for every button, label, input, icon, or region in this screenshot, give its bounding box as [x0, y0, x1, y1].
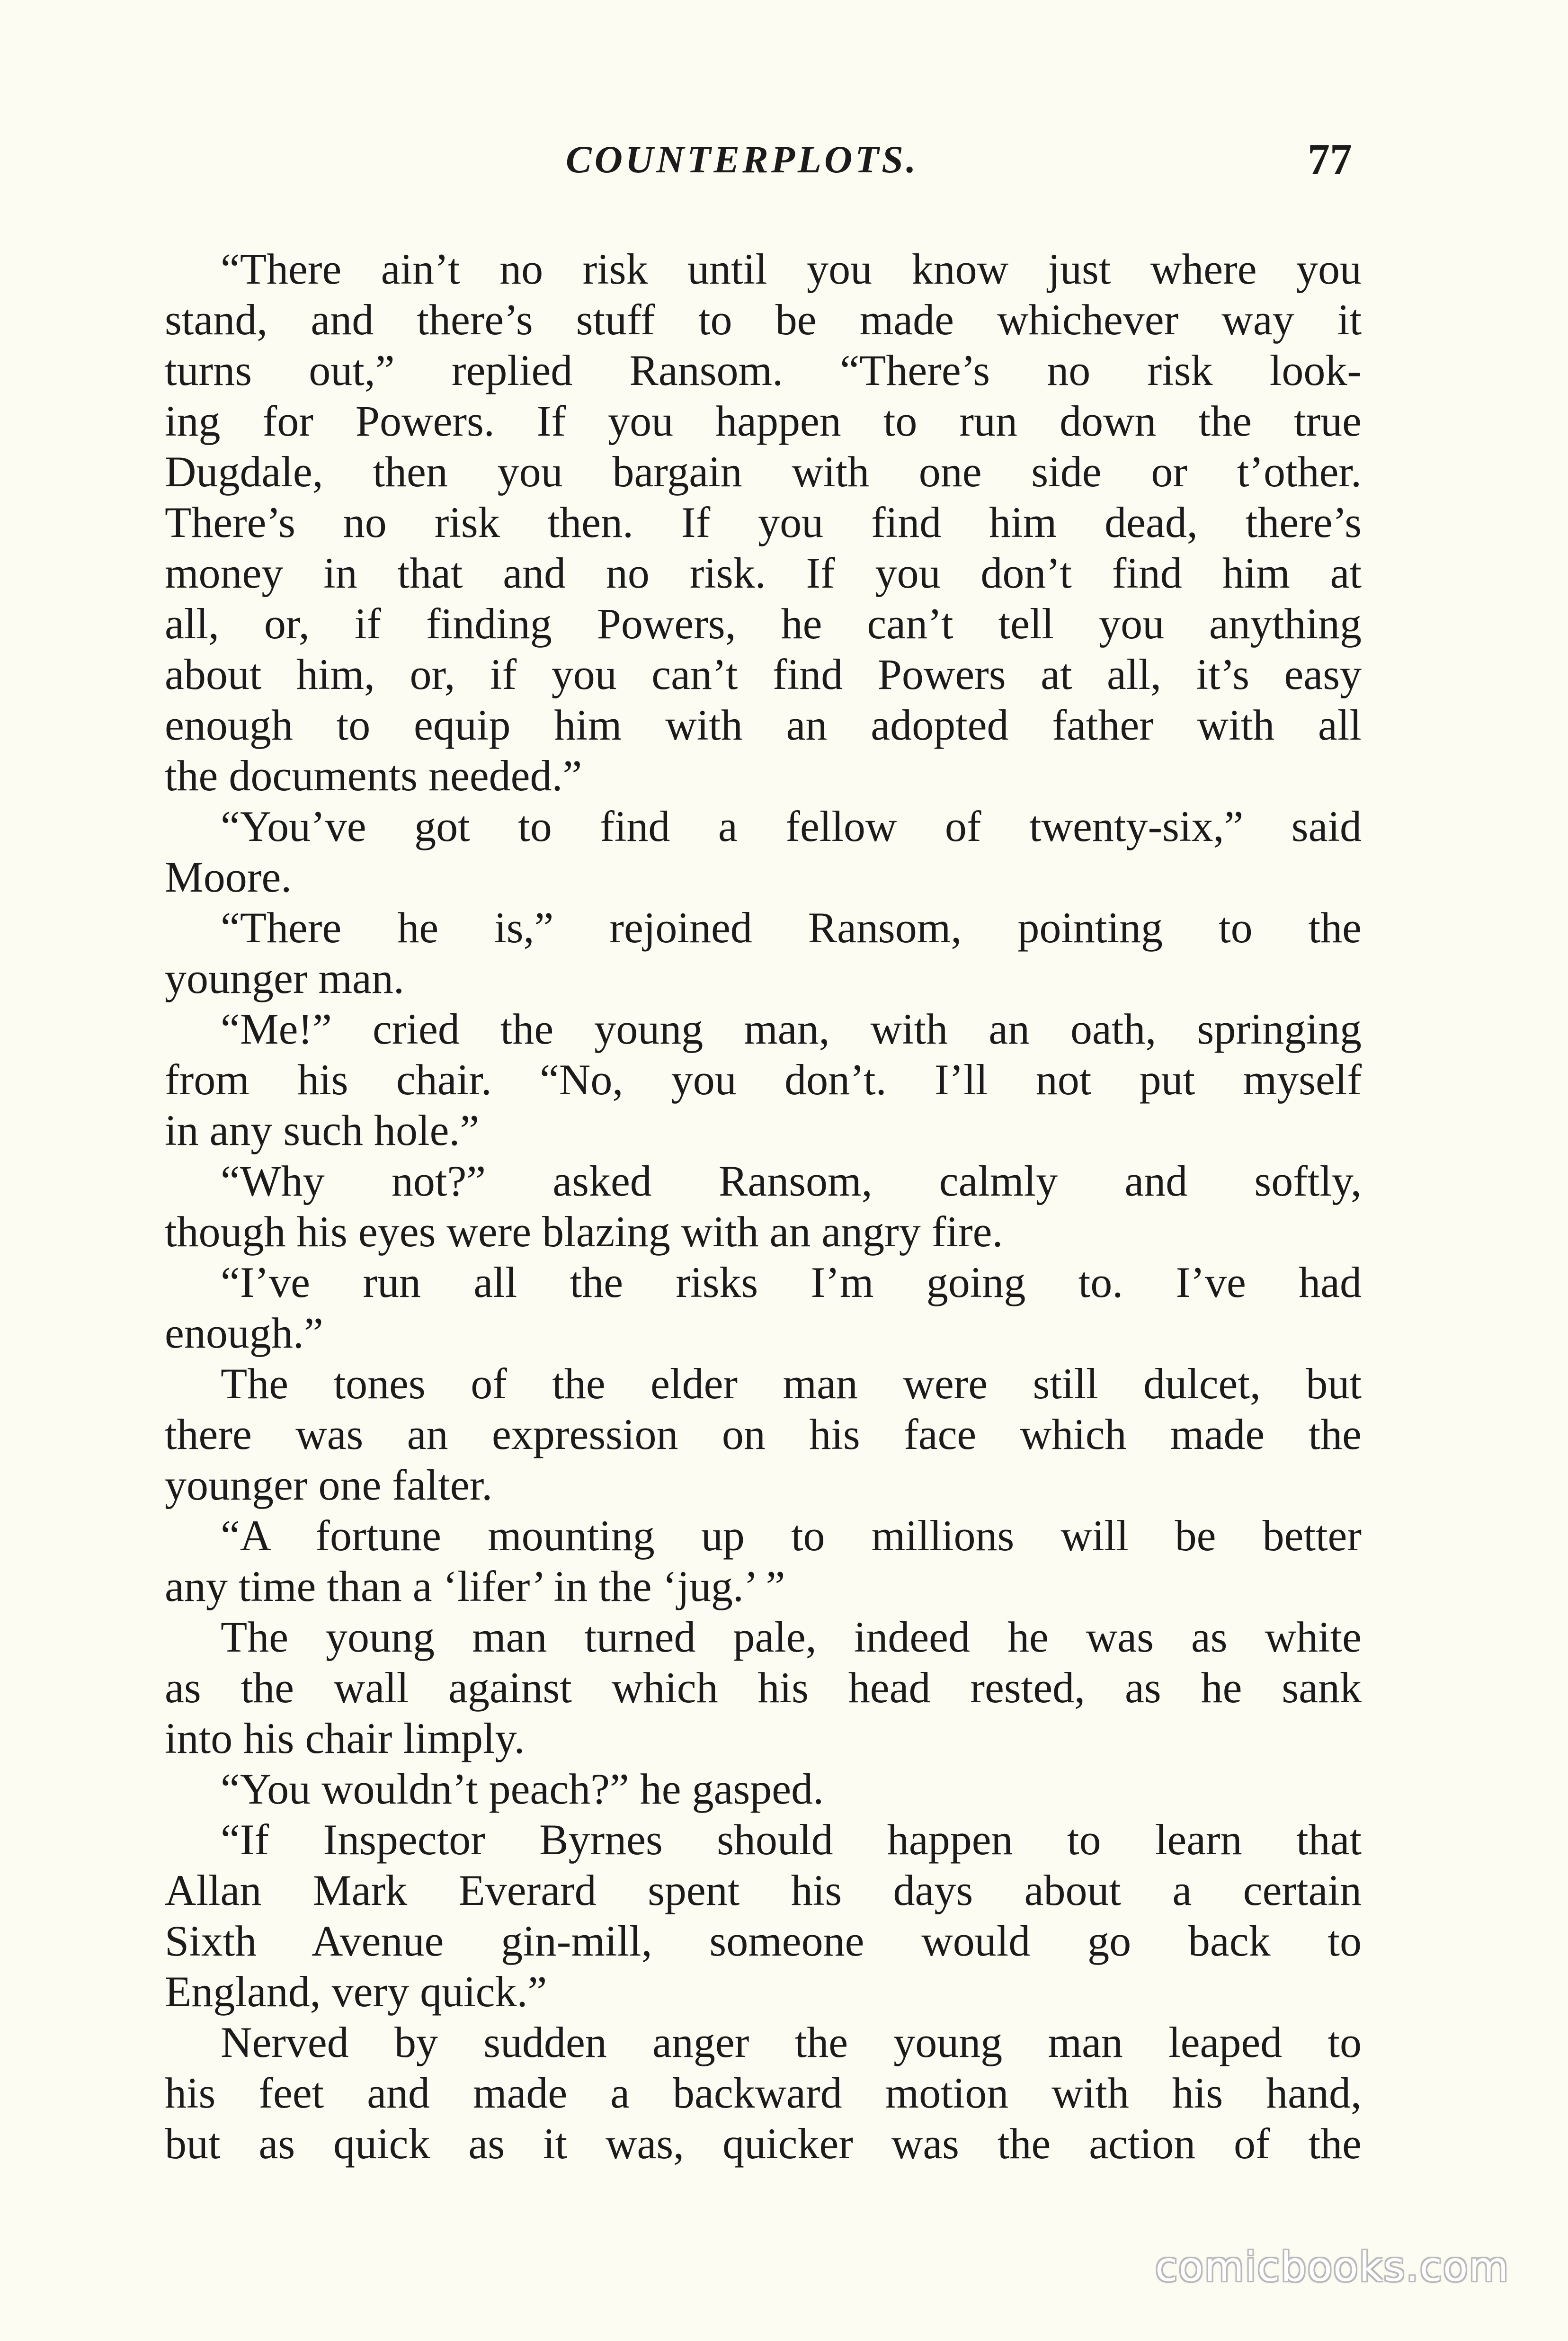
- text-line: there was an expression on his face which made the: [165, 1410, 1362, 1458]
- text-line: his feet and made a backward motion with his hand,: [165, 2069, 1362, 2117]
- text-line: England, very quick.”: [165, 1967, 547, 2016]
- text-line: turns out,” replied Ransom. “There’s no risk look-: [165, 346, 1362, 394]
- text-line: “Why not?” asked Ransom, calmly and softly,: [221, 1157, 1362, 1205]
- text-line: Allan Mark Everard spent his days about a certain: [165, 1866, 1362, 1914]
- text-line: “I’ve run all the risks I’m going to. I’ve had: [221, 1258, 1362, 1306]
- text-line: Nerved by sudden anger the young man leaped to: [221, 2018, 1362, 2066]
- text-line: The young man turned pale, indeed he was as white: [221, 1613, 1362, 1661]
- text-line: The tones of the elder man were still dulcet, but: [221, 1359, 1362, 1408]
- text-line: money in that and no risk. If you don’t find him at: [165, 549, 1362, 597]
- text-line: “You wouldn’t peach?” he gasped.: [221, 1765, 824, 1813]
- text-line: Dugdale, then you bargain with one side or t’other.: [165, 447, 1362, 496]
- text-line: as the wall against which his head rested, as he sank: [165, 1663, 1362, 1712]
- watermark: comicbooks.com: [1155, 2243, 1510, 2291]
- text-line: enough.”: [165, 1309, 323, 1357]
- text-line: younger man.: [165, 954, 404, 1002]
- text-line: stand, and there’s stuff to be made whichever way it: [165, 295, 1362, 344]
- text-line: “A fortune mounting up to millions will be better: [221, 1511, 1362, 1560]
- running-head: COUNTERPLOTS.: [566, 138, 919, 181]
- text-line: the documents needed.”: [165, 751, 582, 800]
- text-line: There’s no risk then. If you find him dead, there’s: [165, 498, 1362, 546]
- text-line: though his eyes were blazing with an angry fire.: [165, 1207, 1003, 1256]
- text-line: “If Inspector Byrnes should happen to learn that: [221, 1815, 1362, 1864]
- text-line: younger one falter.: [165, 1461, 493, 1509]
- text-line: “There he is,” rejoined Ransom, pointing to the: [221, 903, 1362, 952]
- text-line: Sixth Avenue gin-mill, someone would go back to: [165, 1917, 1362, 1965]
- text-line: ing for Powers. If you happen to run down the true: [165, 397, 1362, 445]
- text-line: “There ain’t no risk until you know just where you: [221, 245, 1362, 293]
- text-line: “Me!” cried the young man, with an oath, springing: [221, 1005, 1362, 1053]
- text-line: into his chair limply.: [165, 1714, 525, 1762]
- text-line: about him, or, if you can’t find Powers at all, it’s easy: [165, 650, 1362, 698]
- text-line: enough to equip him with an adopted father with all: [165, 701, 1362, 749]
- page-number: 77: [1308, 135, 1352, 184]
- text-line: Moore.: [165, 853, 292, 901]
- text-line: in any such hole.”: [165, 1106, 480, 1154]
- text-line: “You’ve got to find a fellow of twenty-six,” said: [221, 802, 1362, 850]
- body-text: [165, 244, 1362, 2169]
- text-line: any time than a ‘lifer’ in the ‘jug.’ ”: [165, 1562, 785, 1610]
- text-line: from his chair. “No, you don’t. I’ll not put myself: [165, 1055, 1362, 1104]
- text-line: but as quick as it was, quicker was the action of the: [165, 2119, 1362, 2168]
- text-line: all, or, if finding Powers, he can’t tell you anything: [165, 599, 1362, 648]
